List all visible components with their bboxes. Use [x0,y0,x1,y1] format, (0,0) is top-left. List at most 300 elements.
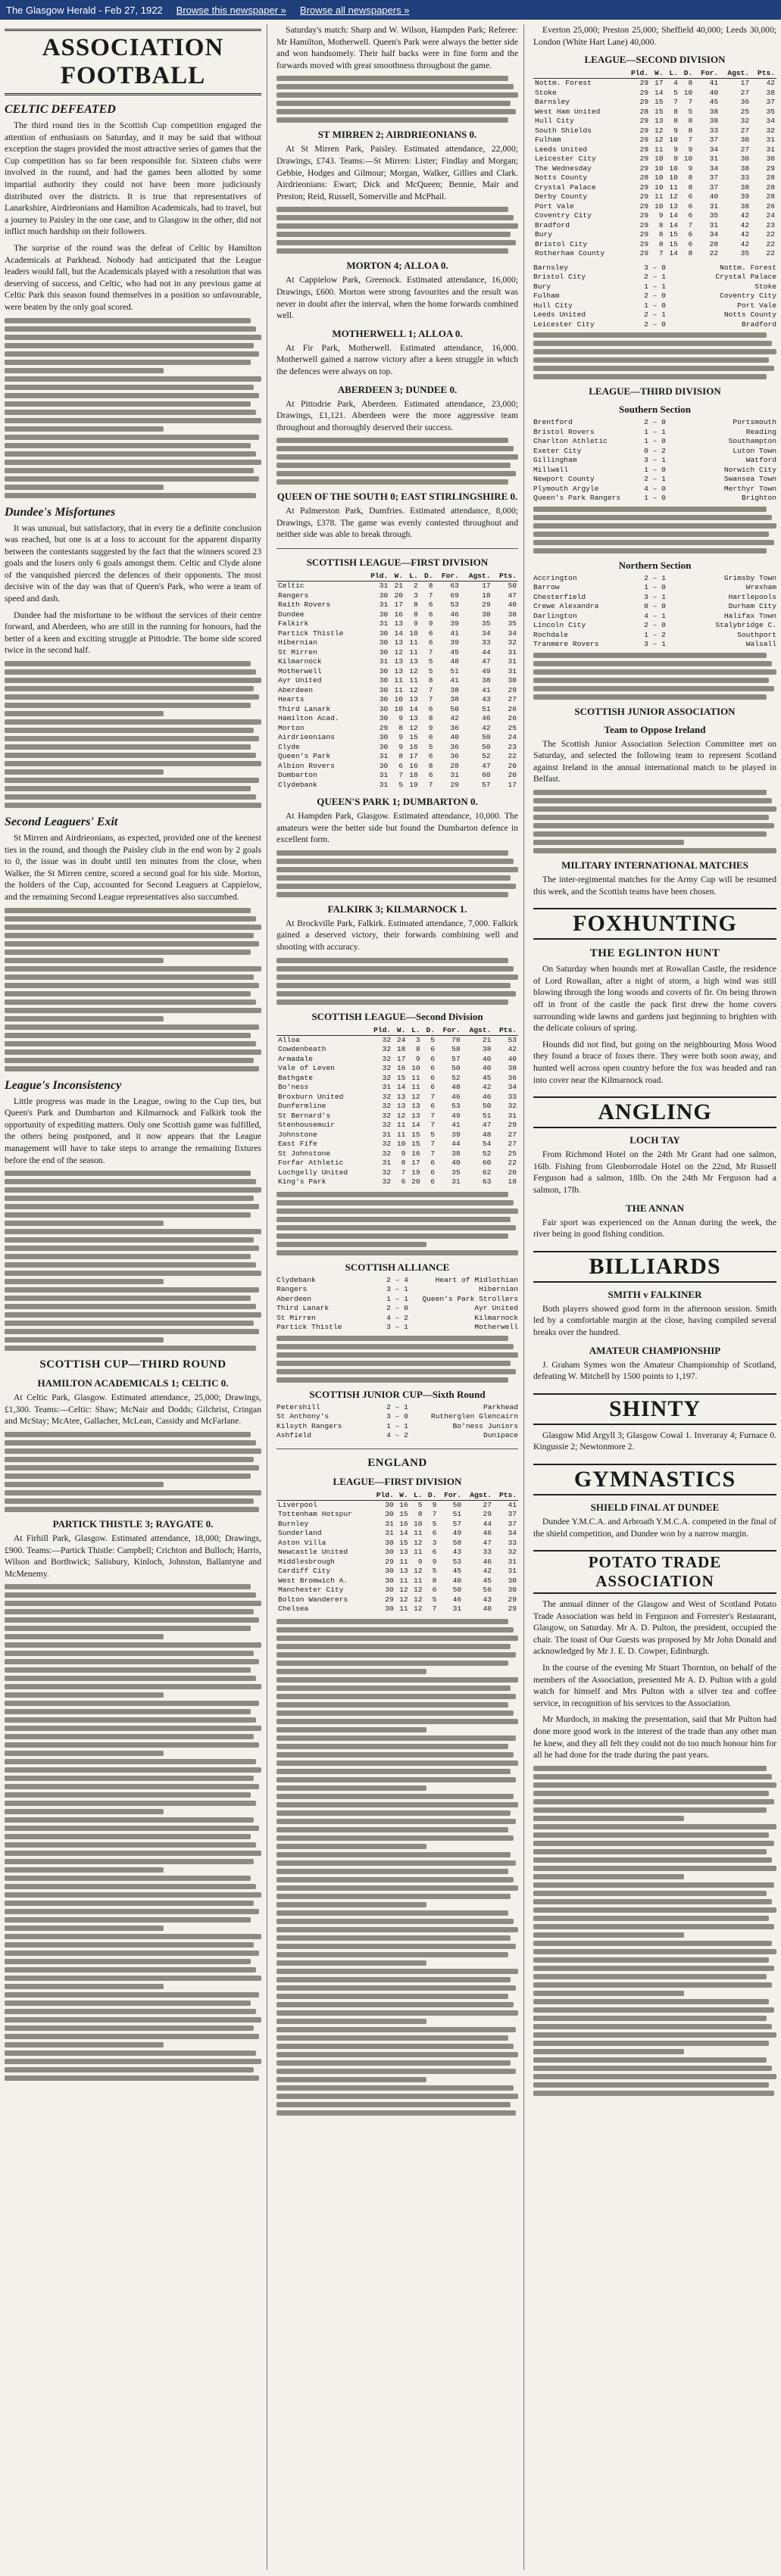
table-cell: 48 [450,657,459,666]
table-cell: 32 [382,1121,392,1130]
table-cell: 57 [451,1054,461,1063]
text-line [5,1892,261,1898]
table-cell: 42 [740,220,750,229]
table-row [276,1074,518,1084]
table-cell: 5 [398,780,404,789]
table-cell: 33 [709,126,719,135]
text-line [533,1966,774,1971]
text-line [276,983,511,988]
table-row [276,705,518,715]
table-cell: 5 [428,657,433,666]
result-cell: 0 – 2 [644,446,666,455]
text-line [276,1894,511,1899]
text-line [5,1271,261,1276]
text-line [533,2057,767,2063]
table-cell: 48 [482,1130,492,1139]
table-cell: 45 [482,1073,492,1082]
table-cell: 30 [379,704,389,713]
table-cell: 31 [379,780,389,789]
text-line [276,2085,514,2091]
table-row [276,1112,518,1121]
table-cell: 33 [482,638,491,647]
table-header-cell: Pts. [492,571,518,582]
table-cell: 7 [428,695,433,704]
result-cell: 1 – 1 [386,1421,408,1430]
table-cell: 17 [409,752,418,761]
table-cell: 17 [508,780,517,789]
text-line [5,1626,251,1631]
table-cell: 7 [432,1605,437,1614]
result-row [533,583,776,593]
table-cell: 18 [482,591,491,600]
text-line [276,1985,516,1991]
table-cell: 27 [740,145,750,154]
masthead: ASSOCIATION FOOTBALL [5,29,261,95]
table-cell: 7 [428,591,433,600]
table-cell: 7 [428,647,433,656]
text-line [533,2041,769,2046]
table-row [276,1605,518,1614]
text-line [5,1507,259,1512]
text-line [533,1841,774,1846]
table-cell: 47 [482,1121,492,1130]
article-paragraph: The annual dinner of the Glasgow and West of Scotland Potato Trade Association was held in Ferguson and Forrester's Restaurant, Glasgow, on Saturday. Mr A. D. Pulton, the president, occupied the chair. The toast of Our Guests was proposed by Mr John Donald and acknowledged by Mr J. E. D. Cowper, Edinburgh. [533,1599,776,1657]
result-cell: Lincoln City [533,621,586,630]
toolbar [0,0,781,20]
result-cell: Bristol City [533,273,586,282]
result-cell: Ayr United [474,1304,518,1313]
text-line [533,1866,776,1871]
table-cell: 10 [669,164,678,173]
table-cell: 29 [639,79,649,88]
text-line [276,1369,516,1374]
text-line [5,1884,256,1889]
table-row [276,733,518,743]
text-line [5,1876,251,1881]
section-subheading: Team to Oppose Ireland [604,723,706,735]
table-cell: 6 [430,1102,435,1111]
table-cell: 6 [428,600,433,610]
table-cell: 37 [766,98,775,107]
table-cell: 28 [766,182,775,192]
table-cell: 13 [399,1567,408,1576]
text-line [5,1809,164,1814]
table-cell: 6 [430,1073,435,1082]
table-header-row [276,1025,518,1036]
table-cell: Dumbarton [278,771,317,780]
result-cell: Gillingham [533,456,577,465]
table-cell: 12 [413,1567,423,1576]
result-row [533,310,776,320]
text-line [5,1058,254,1063]
table-cell: 8 [428,676,433,685]
table-header-cell [276,1025,367,1036]
table-cell: 8 [658,220,664,229]
result-row [533,264,776,273]
table-cell: Coventry City [535,211,592,220]
table-cell: 70 [451,1035,461,1044]
table-cell: 40 [709,192,719,201]
table-cell: 6 [688,230,693,239]
text-line [276,1694,516,1699]
result-row [533,282,776,292]
text-line [533,1832,769,1838]
text-line [5,1767,261,1773]
table-header-cell: Agst. [463,1490,493,1501]
text-line [533,1991,684,1996]
table-cell: 31 [382,1083,392,1092]
article-paragraph: At Brockville Park, Falkirk. Estimated attendance, 7,000. Falkirk gained a deserved victory, their forwards combining well and shooting with accuracy. [276,918,518,953]
table-cell: 30 [740,136,750,145]
table-cell: 43 [482,695,491,704]
result-row [533,494,776,504]
text-line [5,1859,254,1864]
table-cell: 14 [399,1529,408,1538]
text-line [533,357,769,363]
table-cell: 29 [508,1605,517,1614]
text-line [533,1882,774,1888]
table-header-cell [533,68,624,79]
table-cell: 15 [396,1073,406,1082]
table-cell: 63 [482,1177,492,1187]
article-paragraph: The third round ties in the Scottish Cup competition engaged the attention of enthusiasts on Saturday, and it may be said that without exception the stages provided the most attractive series of games that the Cup competition has so far been responsible for. Sixteen clubs were involved in the round, and had the games been allotted by some impartial authority they could not have been more judiciously distributed over the districts. It is true that representatives of Lanarkshire, Airdrieonians and Hamilton Academicals, had to travel, but a journey to Paisley in the one case, and to Glasgow in the other, did not inflict much hardship on their followers. [5,120,261,237]
table-cell: 32 [382,1045,392,1054]
text-line [5,401,251,407]
table-cell: 6 [430,1083,435,1092]
result-cell: 2 – 0 [644,418,666,427]
result-cell: 3 – 1 [644,456,666,465]
table-row [533,164,776,174]
table-cell: 6 [428,704,433,713]
text-line [5,2051,256,2056]
table-cell: Motherwell [278,666,322,675]
table-row [276,1064,518,1074]
text-line [276,1819,516,1824]
table-cell: 8 [398,752,404,761]
table-header-cell: For. [436,1025,462,1036]
text-line [5,728,254,733]
table-cell: 52 [451,1073,461,1082]
text-line [5,343,254,348]
table-cell: 6 [688,211,693,220]
text-line [276,2077,426,2082]
table-header-cell: W. [392,1025,407,1036]
text-line [276,1217,511,1222]
table-cell: 10 [654,201,664,211]
table-cell: 32 [382,1102,392,1111]
table-cell: 31 [379,619,389,628]
text-line [5,1179,256,1184]
text-line [5,983,259,988]
table-row [276,1520,518,1530]
table-cell: 41 [451,1121,461,1130]
table-cell: Hibernian [278,638,317,647]
table-header-cell: D. [679,68,694,79]
illegible-text-block [533,1766,776,2096]
table-cell: 11 [669,182,678,192]
table-cell: 10 [654,173,664,182]
table-cell: St Bernard's [278,1111,331,1120]
table-cell: 36 [450,752,459,761]
table-cell: 15 [654,107,664,116]
table-cell: 41 [450,628,459,638]
illegible-text-block [5,318,261,498]
text-line [5,1667,251,1673]
table-cell: 32 [382,1168,392,1177]
table-cell: 30 [385,1548,394,1557]
table-cell: 32 [508,1548,517,1557]
text-line [5,1734,254,1739]
text-line [5,1024,259,1030]
text-line [276,1686,511,1691]
text-line [5,1959,251,1964]
text-line [5,1842,256,1848]
table-cell: 6 [428,628,433,638]
table-cell: 54 [482,1140,492,1149]
table-cell: 38 [709,107,719,116]
illegible-text-block [5,1584,261,2081]
text-line [276,1935,511,1941]
text-line [5,360,251,365]
text-line [276,1844,426,1849]
table-cell: Chelsea [278,1605,309,1614]
table-cell: 7 [658,249,664,258]
text-line [276,1352,518,1358]
table-cell: Dundee [278,610,305,619]
table-cell: 29 [379,723,389,732]
text-line [5,1296,251,1301]
table-row [533,230,776,240]
text-line [5,2001,251,2006]
table-cell: 6 [688,201,693,211]
text-line [276,1919,514,1924]
table-cell: 6 [428,638,433,647]
table-cell: 35 [766,107,775,116]
table-cell: 30 [379,761,389,770]
table-header-cell: Pts. [492,1025,518,1036]
table-cell: 29 [639,230,649,239]
table-cell: Aberdeen [278,685,314,694]
table-cell: 52 [482,1149,492,1158]
text-line [5,908,251,913]
result-cell: Motherwell [474,1323,518,1332]
table-header-cell: D. [423,1490,438,1501]
table-cell: 30 [379,695,389,704]
table-cell: 42 [740,239,750,248]
table-cell: 24 [766,211,775,220]
table-cell: Derby County [535,192,588,201]
table-cell: 3 [414,591,418,600]
text-line [5,1817,254,1823]
table-row [533,117,776,126]
result-cell: Crewe Alexandra [533,602,599,611]
text-line [276,2069,516,2074]
article-paragraph: Hounds did not find, but going on the neighbouring Moss Wood they found a brace of foxes there. They were both soon away, and hunted well across open country before the fox was headed and ran into cover near the Kilmarnock road. [533,1039,776,1085]
table-row [276,638,518,648]
table-header-cell: L. [407,1025,421,1036]
league-table-title: SCOTTISH LEAGUE—FIRST DIVISION [306,557,489,569]
text-line [5,2034,259,2039]
article-paragraph: Everton 25,000; Preston 25,000; Sheffield 40,000; Leeds 30,000; London (White Hart Lane) 40,000. [533,25,776,47]
table-cell: 6 [428,610,433,619]
table-cell: 34 [508,1083,517,1092]
league-table-title: SCOTTISH LEAGUE—Second Division [311,1010,483,1022]
illegible-text-block [276,958,518,1005]
text-line [533,349,776,354]
table-cell: 6 [398,761,404,770]
result-cell: Queen's Park Rangers [533,494,621,503]
text-line [5,761,261,766]
table-cell: 19 [409,780,418,789]
table-cell: 9 [688,164,693,173]
table-cell: 31 [379,582,389,591]
table-cell: 10 [683,154,693,164]
table-cell: 31 [379,600,389,610]
table-cell: 28 [709,239,719,248]
text-line [276,1344,514,1349]
table-cell: 32 [382,1054,392,1063]
text-line [276,1702,508,1707]
table-row [533,98,776,108]
table-cell: 29 [766,164,775,173]
table-cell: 8 [688,173,693,182]
match-heading: ST MIRREN 2; AIRDRIEONIANS 0. [317,129,477,141]
text-line [5,393,259,398]
table-cell: 31 [508,1567,517,1576]
results-title: SCOTTISH JUNIOR CUP—Sixth Round [309,1388,486,1400]
table-row [276,1055,518,1065]
result-cell: 1 – 1 [386,1294,408,1303]
illegible-text-block [5,661,261,808]
table-cell: 51 [452,1510,462,1519]
text-line [276,207,508,212]
text-line [533,840,684,845]
text-line [276,991,516,996]
results-list-alliance [276,1276,518,1333]
result-row [533,320,776,330]
text-line [276,2002,514,2007]
table-cell: 49 [451,1111,461,1120]
text-line [5,786,251,791]
table-row [533,192,776,202]
table-cell: 33 [740,173,750,182]
table-cell: 16 [394,610,404,619]
result-row [533,301,776,311]
result-cell: Norwich City [723,465,776,474]
browse-newspaper-link[interactable]: Browse this newspaper » [176,4,286,16]
table-cell: 47 [483,1538,492,1547]
result-row [533,475,776,485]
table-cell: 12 [411,1092,420,1101]
text-line [276,471,516,476]
table-cell: Rotherham County [535,249,605,258]
table-cell: 31 [766,145,775,154]
text-line [5,719,261,725]
table-cell: Forfar Athletic [278,1159,344,1168]
league-table-title: LEAGUE—THIRD DIVISION [589,385,721,398]
table-cell: Fulham [535,136,561,145]
result-cell: 1 – 0 [644,465,666,474]
article-paragraph: In the course of the evening Mr Stuart Thornton, on behalf of the members of the Association, presented Mr A. D. Pulton with a gold watch for himself and Mrs Pulton with a silver tea and coffee service, in recognition of his services to the Association. [533,1663,776,1708]
text-line [5,1642,261,1648]
table-cell: 10 [683,88,693,97]
table-cell: 17 [396,1054,406,1063]
table-cell: 40 [482,1054,492,1063]
text-line [5,1312,261,1318]
text-line [276,1233,508,1239]
table-cell: St Johnstone [278,1149,331,1158]
table-cell: 47 [508,591,517,600]
text-line [276,1208,518,1214]
text-line [533,1791,769,1796]
result-cell: 1 – 1 [644,427,666,436]
table-cell: 13 [396,1102,406,1111]
result-cell: Aberdeen [276,1294,312,1303]
table-cell: 39 [740,192,750,201]
table-row [276,1149,518,1159]
result-row [533,292,776,301]
article-paragraph: Dundee had the misfortune to be without the services of their centre forward, and Aberdeen, who are still in the running for honours, had the better of a keen and exciting struggle at Pittodrie. The home side scored twice in the second half. [5,610,261,656]
table-cell: 17 [482,582,491,591]
results-list-junior [276,1403,518,1441]
table-cell: 8 [658,230,664,239]
result-cell: Newport County [533,475,595,484]
table-cell: 13 [394,619,404,628]
text-line [5,1041,256,1046]
table-cell: 8 [688,182,693,192]
table-row [276,686,518,696]
text-line [5,426,164,432]
result-cell: Hibernian [479,1285,518,1294]
table-cell: 13 [411,1102,420,1111]
table-cell: 5 [428,666,433,675]
result-row [533,485,776,494]
source-label: The Glasgow Herald - Feb 27, 1922 [6,4,163,16]
table-row [276,752,518,762]
table-cell: 49 [452,1529,462,1538]
text-line [533,540,774,545]
result-cell: 1 – 1 [644,282,666,291]
table-header-cell: Pld. [364,571,389,582]
text-line [5,1171,251,1176]
table-cell: 18 [409,771,418,780]
article-paragraph: At Palmerston Park, Dumfries. Estimated attendance, 8,000; Drawings, £378. The game was evenly contested throughout and neither side was able to break through. [276,506,518,540]
table-cell: 50 [482,1102,492,1111]
table-header-cell: L. [664,68,679,79]
text-line [276,1677,518,1683]
table-cell: 37 [709,182,719,192]
table-cell: Sunderland [278,1529,322,1538]
table-row [276,1159,518,1168]
match-heading: PARTICK THISTLE 3; RAYGATE 0. [52,1517,214,1530]
table-cell: 10 [669,173,678,182]
table-row [533,136,776,145]
result-cell: Darlington [533,611,577,620]
table-header-cell: Agst. [462,1025,493,1036]
table-cell: 50 [482,733,491,742]
text-line [5,1432,251,1437]
result-cell: Reading [745,427,776,436]
table-cell: 13 [394,666,404,675]
table-cell: 5 [430,1130,435,1139]
article-paragraph: Little progress was made in the League, owing to the Cup ties, but Queen's Park and Dumbarton and Kilmarnock and Falkirk took the opportunity of expediting matters. Only one Scottish game was fulfilled, the others being postponed, and it now appears that the League management will have to take steps to arrange the remaining fixtures before the end of the season. [5,1096,261,1165]
table-cell: 29 [639,88,649,97]
table-cell: 12 [413,1586,423,1595]
text-line [5,1474,251,1479]
table-cell: 27 [508,1130,517,1139]
browse-all-link[interactable]: Browse all newspapers » [299,4,410,16]
table-cell: Vale of Leven [278,1064,335,1073]
